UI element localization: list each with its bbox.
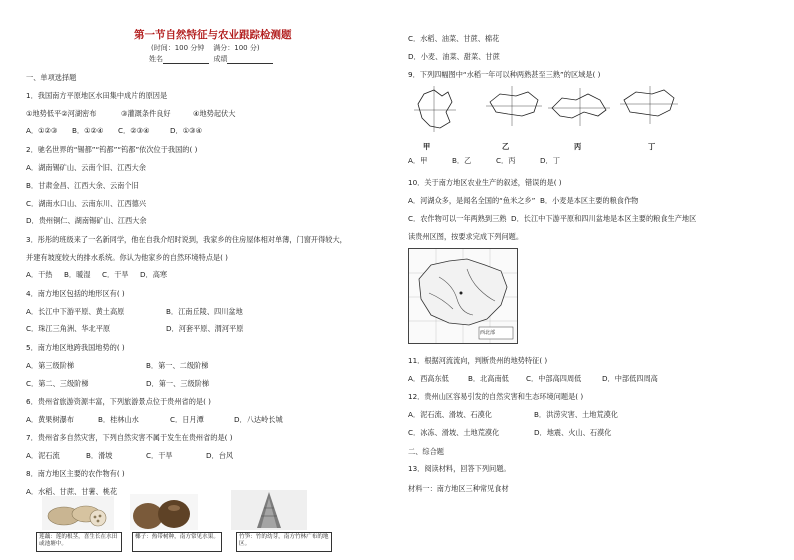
q2-option-c[interactable]: C．湖南水口山、云南东川、江西德兴 <box>26 199 147 208</box>
material-one: 材料一：南方地区三种常见食材 <box>408 484 509 493</box>
section-comprehensive-heading: 二、综合题 <box>408 447 444 456</box>
lotus-root-caption: 莲藕：莲的根茎，喜生长在水田或池塘中。 <box>36 532 122 552</box>
q3-choices[interactable]: A．干热 B．暖湿 C．干旱 D．高寒 <box>26 270 168 279</box>
name-grade-row: 姓名 成绩 <box>149 54 273 64</box>
read-map-instruction: 读贵州区图，按要求完成下列问题。 <box>408 232 524 241</box>
question-12: 12．贵州山区容易引发的自然灾害和生态环境问题是( ) <box>408 392 584 401</box>
map-ding <box>620 86 678 124</box>
map-legend: 西北部 <box>480 330 496 336</box>
q2-option-b[interactable]: B．甘肃金昌、江西大余、云南个旧 <box>26 181 139 190</box>
q8-option-a[interactable]: A．水稻、甘蔗、甘薯、桃花 <box>26 487 118 496</box>
coconut-image <box>130 494 198 530</box>
question-3-line2: 并建有坡度较大的排水系统。你认为他家乡的自然环境特点是( ) <box>26 253 228 262</box>
q5-choices-row1[interactable]: A．第三级阶梯 B．第一、二级阶梯 <box>26 361 209 370</box>
question-3-line1: 3．彤彤的班级来了一名新同学，他在自我介绍时说到，我家乡的住房屋体相对单薄，门窗开得较大， <box>26 235 347 244</box>
map-label-yi: 乙 <box>502 142 510 151</box>
q8-option-c[interactable]: C．水稻、油菜、甘蔗、棉花 <box>408 34 500 43</box>
question-10: 10．关于南方地区农业生产的叙述，错误的是( ) <box>408 178 562 187</box>
bamboo-shoot-caption: 竹笋：竹的幼芽，南方竹林广布的地区。 <box>236 532 332 552</box>
question-2: 2．驰名世界的“锡都”“钨都”“钨都”依次位于我国的( ) <box>26 145 198 154</box>
map-label-ding: 丁 <box>648 142 656 151</box>
question-11: 11．根据河流流向，判断贵州的地势特征( ) <box>408 356 548 365</box>
section-choice-heading: 一、单项选择题 <box>26 73 77 82</box>
q9-province-maps <box>412 82 680 144</box>
q10-option-a[interactable]: A．河湖众多，是闻名全国的“鱼米之乡” B．小麦是本区主要的粮食作物 <box>408 196 639 205</box>
question-1: 1．我国南方平原地区水田集中成片的原因是 <box>26 91 168 100</box>
question-4: 4．南方地区包括的地形区有( ) <box>26 289 125 298</box>
grade-blank[interactable] <box>227 56 273 64</box>
q10-option-d[interactable]: D．长江中下游平原和四川盆地是本区主要的粮食生产地区 <box>511 214 697 223</box>
q9-choices[interactable]: A．甲 B．乙 C．丙 D．丁 <box>408 156 560 165</box>
q8-option-d[interactable]: D．小麦、油菜、甜菜、甘蔗 <box>408 52 500 61</box>
name-blank[interactable] <box>163 56 209 64</box>
q5-choices-row2[interactable]: C．第二、三级阶梯 D．第一、三级阶梯 <box>26 379 210 388</box>
map-label-jia: 甲 <box>423 142 431 151</box>
question-13: 13．阅读材料，回答下列问题。 <box>408 464 511 473</box>
coconut-caption: 椰子：热带树种，南方常见水果。 <box>132 532 222 552</box>
q11-choices[interactable]: A．西高东低 B．北高南低 C．中部高四周低 D．中部低四周高 <box>408 374 658 383</box>
guizhou-map <box>408 248 518 344</box>
question-7: 7．贵州省多自然灾害，下列自然灾害不属于发生在贵州省的是( ) <box>26 433 233 442</box>
q2-option-d[interactable]: D．贵州铜仁、湖南锡矿山、江西大余 <box>26 216 147 225</box>
q12-choices-row2[interactable]: C．冰冻、滑坡、土地荒漠化 D．地震、火山、石漠化 <box>408 428 612 437</box>
q4-choices-row1[interactable]: A．长江中下游平原、黄土高原 B．江南丘陵、四川盆地 <box>26 307 243 316</box>
q6-choices[interactable]: A．黄果树瀑布 B．桂林山水 C．日月潭 D．八达岭长城 <box>26 415 283 424</box>
question-6: 6．贵州省旅游资源丰富，下列旅游景点位于贵州省的是( ) <box>26 397 211 406</box>
q4-choices-row2[interactable]: C．珠江三角洲、华北平原 D．河套平原、渭河平原 <box>26 324 244 333</box>
question-8: 8．南方地区主要的农作物有( ) <box>26 469 125 478</box>
q7-choices[interactable]: A．泥石流 B．滑坡 C．干旱 D．台风 <box>26 451 234 460</box>
q10-option-b[interactable]: B．小麦是本区主要的粮食作物 <box>539 196 639 205</box>
q12-choices-row1[interactable]: A．泥石流、滑坡、石漠化 B．洪涝灾害、土地荒漠化 <box>408 410 618 419</box>
map-yi <box>486 86 542 126</box>
lotus-root-image <box>42 496 114 530</box>
q2-option-a[interactable]: A．湖南锡矿山、云南个旧、江西大余 <box>26 163 146 172</box>
question-9: 9．下列四幅图中“水稻一年可以种两熟甚至三熟”的区域是( ) <box>408 70 601 79</box>
map-label-bing: 丙 <box>574 142 582 151</box>
page-title: 第一节自然特征与农业跟踪检测题 <box>134 29 292 41</box>
q1-statements: ①地势低平②河湖密布 ③灌溉条件良好 ④地势起伏大 <box>26 109 236 118</box>
q1-choices[interactable]: A．①②③ B．①②④ C．②③④ D．①③④ <box>26 126 203 135</box>
q10-option-c[interactable]: C．农作物可以一年两熟到三熟 D．长江中下游平原和四川盆地是本区主要的粮食生产地区 <box>408 214 697 223</box>
map-bing <box>548 88 610 126</box>
bamboo-shoot-image <box>231 490 307 530</box>
question-5: 5．南方地区地跨我国地势的( ) <box>26 343 125 352</box>
exam-time: (时间：100 分钟 满分：100 分) <box>151 44 260 52</box>
map-jia <box>414 86 456 132</box>
